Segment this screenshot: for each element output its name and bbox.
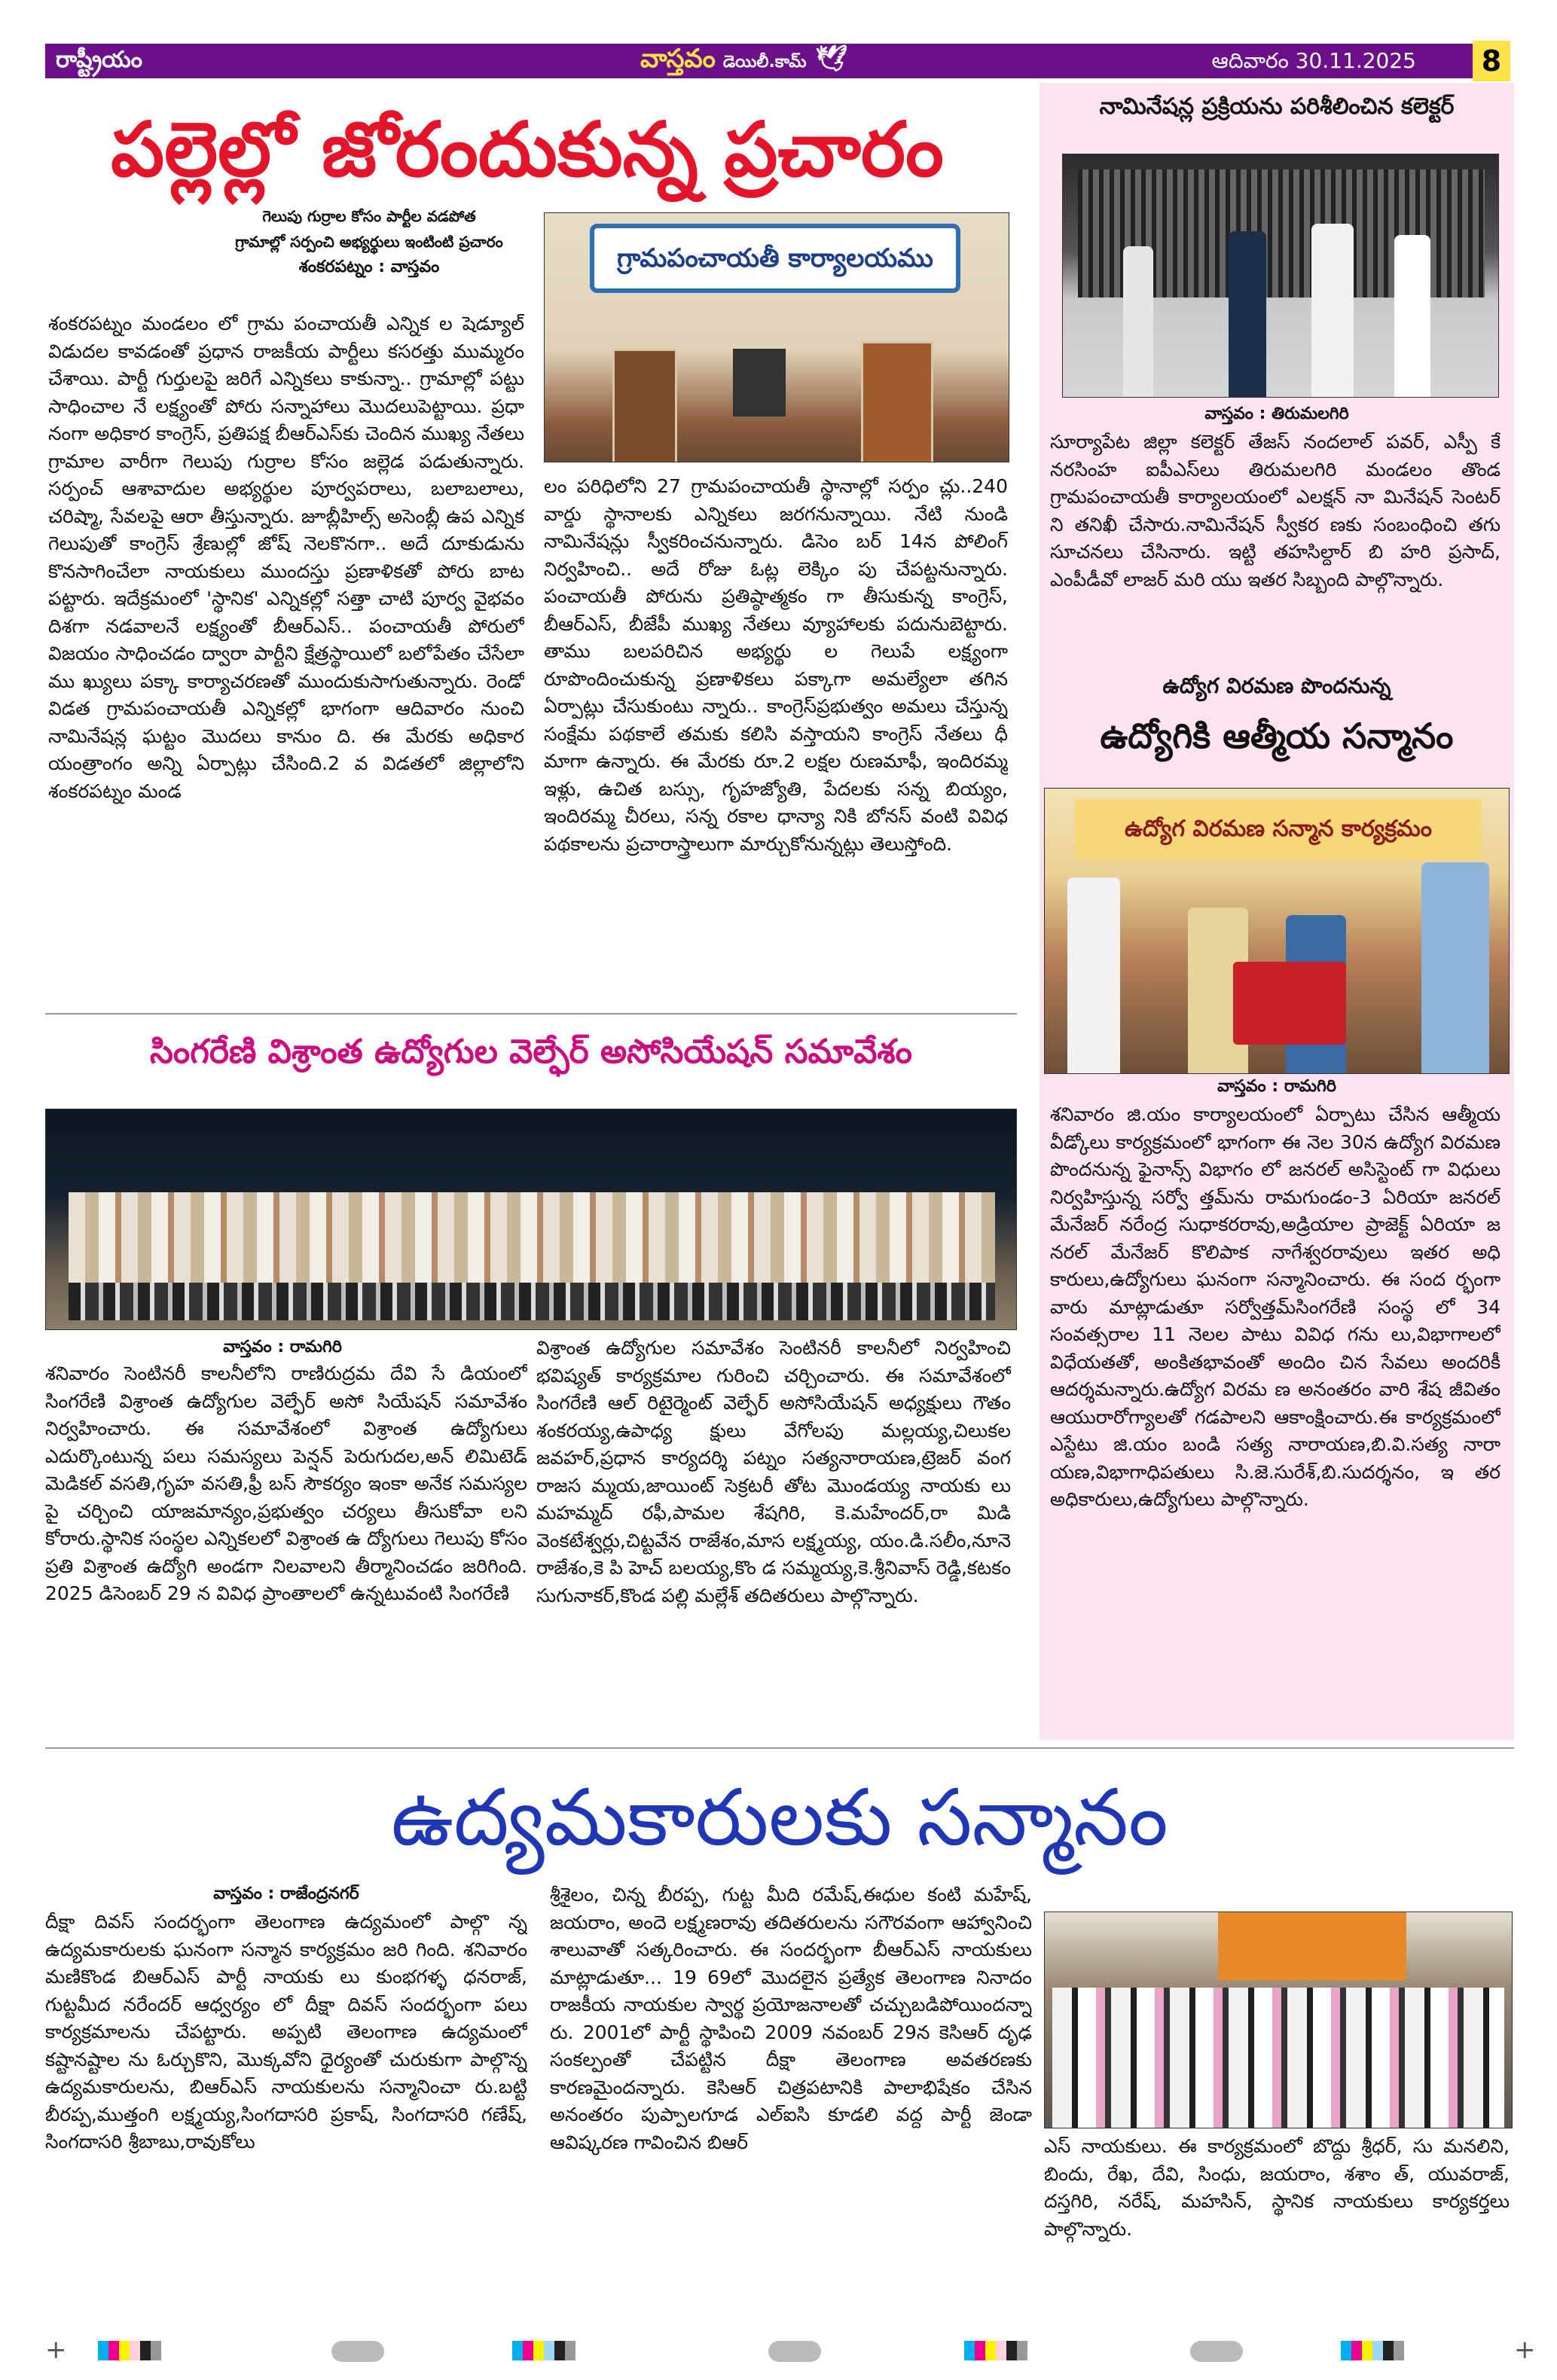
story2-column1: శనివారం సెంటినరీ కాలనీలోని రాణిరుద్రమ దేవి సే డియంలో సింగరేణి విశ్రాంత ఉద్యోగుల వెల్ఫేర్ అసో సియేషన్ సమావేశం నిర్వహించారు. ఈ సమావేశంలో విశ్రాంత ఉద్యోగులు ఎదుర్కొంటున్న పలు సమస్యలు పెన్షన్ పెరుగుదల,అన్ లిమిటెడ్ మెడికల్ వసతి,గృహ వసతి,ఫ్రీ బస్ సౌకర్యం ఇంకా అనేక సమస్యల పై చర్చించి యాజమాన్యం,ప్రభుత్వం చర్యలు తీసుకోవా లని కోరారు.స్థానిక సంస్థల ఎన్నికలలో విశ్రాంత ఉ ద్యోగులు గెలుపు కోసం ప్రతి విశ్రాంత ఉద్యోగి అండగా నిలవాలని తీర్మానించడం జరిగింది. 2025 డిసెంబర్ 29 న వివిధ ప్రాంతాలలో ఉన్నటువంటి సింగరేణి [45,1362,527,1604]
story4-kicker: ఉద్యోగ విరమణ పొందనున్న [1162,673,1391,698]
color-bar [964,2341,1027,2360]
story4-dateline: వాస్తవం : రామగిరి [1217,1077,1336,1096]
event-banner: ఉద్యోగ విరమణ సన్మాన కార్యక్రమం [1075,799,1482,859]
page-header [45,44,1499,78]
office-door2 [861,341,933,462]
story1-headline: పల్లెల్లో జోరందుకున్న ప్రచారం [111,105,944,194]
bird-icon: 🕊 [815,44,848,74]
office-door [612,349,677,462]
story1-dateline: శంకరపట్నం : వాస్తవం [298,258,440,276]
story3-headline: నామినేషన్ల ప్రక్రియను పరిశీలించిన కలెక్టర్ [1099,93,1455,120]
section-label: రాష్ట్రీయం [56,47,142,73]
gift-box [1233,962,1346,1045]
person [1229,231,1266,397]
crowd-silhouette [1052,1988,1504,2128]
person [1067,877,1120,1073]
story3-dateline: వాస్తవం : తిరుమలగిరి [1204,404,1349,423]
color-bar [512,2341,575,2360]
flex-banner [1218,1912,1406,1980]
office-signboard: గ్రామపంచాయతీ కార్యాలయము [590,224,960,293]
story5-column3: ఎస్ నాయకులు. ఈ కార్యక్రమంలో బొద్దు శ్రీధర్, సు మనలిని, బిందు, రేఖ, దేవి, సింధు, జయరాం, శశాం త్, యువరాజ్, దస్తగిరి, నరేష్, మహసిన్, స్థానిక నాయకులు కార్యకర్తలు పాల్గొన్నారు. [1044,2135,1510,2240]
crowd-trousers [69,1283,995,1320]
story1-deck [226,203,512,280]
story5-column2: శ్రీశైలం, చిన్న బీరప్ప, గుట్ట మీది రమేష్,ఈధుల కంటి మహేష్, జయరాం, అందె లక్ష్మణరావు తదితరులను సగౌరవంగా ఆహ్వానించి శాలువాతో సత్కరించారు. ఈ సందర్భంగా బీఆర్ఎస్ నాయకులు మాట్లాడుతూ... 19 69లో మొదలైన ప్రత్యేక తెలంగాణ నినాదం రాజకీయ నాయకుల స్వార్థ ప్రయోజనాలతో చచ్చుబడిపోయిందన్నా రు. 2001లో పార్టీ స్థాపించి 2009 నవంబర్ 29న కెసిఆర్ దృఢ సంకల్పంతో చేపట్టిన దీక్షా తెలంగాణ అవతరణకు కారణమైందన్నారు. కెసిఆర్ చిత్రపటానికి పాలాభిషేకం చేసిన అనంతరం పుప్పాలగూడ ఎల్ఐసి కూడలి వద్ద పార్టీ జెండా ఆవిష్కరణ గావించిన బిఆర్ [550,1884,1032,2153]
story1-photo [544,212,1009,462]
story1-deck-line2: గ్రామాల్లో సర్పంచి అభ్యర్థులు ఇంటింటి ప్రచారం [235,233,503,251]
story3-body: సూర్యాపేట జిల్లా కలెక్టర్ తేజస్ నందలాల్ పవర్, ఎస్పీ కే నరసింహ ఐపీఎస్‌లు తిరుమలగిరి మండలం తొండ గ్రామపంచాయతీ కార్యాలయంలో ఎలక్షన్ నా మినేషన్ సెంటర్ ని తనిఖీ చేసారు.నామినేషన్ స్వీకర ణకు సంబంధించి తగు సూచనలు చేసినారు. ఇట్టి తహసిల్దార్ బి హరి ప్రసాద్, ఎంపీడీవో లాజర్ మరి యు ఇతర సిబ్బంది పాల్గొన్నారు. [1050,431,1501,590]
story4-photo [1044,788,1510,1074]
story1-column1: శంకరపట్నం మండలం లో గ్రామ పంచాయతీ ఎన్నిక ల షెడ్యూల్ విడుదల కావడంతో ప్రధాన రాజకీయ పార్టీలు కసరత్తు ముమ్మరం చేశాయి. పార్టీ గుర్తులపై జరిగే ఎన్నికలు కాకున్నా.. గ్రామాల్లో పట్టు సాధించాల నే లక్ష్యంతో పోరు సన్నాహాలు మొదలుపెట్టాయి. ప్రధా నంగా అధికార కాంగ్రెస్, ప్రతిపక్ష బీఆర్ఎస్‌కు చెందిన ముఖ్య నేతలు గ్రామాల వారీగా గెలుపు గుర్రాల కోసం జల్లెడ పడుతున్నారు. సర్పంచ్ ఆశావాదుల అభ్యర్థుల పూర్వపరాలు, బలాబలాలు, చరిష్మా, సేవలపై ఆరా తీస్తున్నారు. జూబ్లీహిల్స్ అసెంబ్లీ ఉప ఎన్నిక గెలుపుతో కాంగ్రెస్ శ్రేణుల్లో జోష్ నెలకొనగా.. అదే దూకుడును కొనసాగించేలా నాయకులు ముందస్తు ప్రణాళికతో పోరు బాట పట్టారు. ఇదేక్రమంలో 'స్థానిక' ఎన్నికల్లో సత్తా చాటి పూర్వ వైభవం దిశగా నడవాలనే లక్ష్యంతో బీఆర్ఎస్.. పంచాయతీ పోరులో విజయం సాధించడం ద్వారా పార్టీని క్షేత్రస్థాయిలో బలోపేతం చేసేలా ము ఖ్యులు పక్కా కార్యాచరణతో ముందుకుసాగుతున్నారు. రెండో విడత గ్రామపంచాయతీ ఎన్నికల్లో భాగంగా ఆదివారం నుంచి నామినేషన్ల ఘట్టం మొదలు కానుం ది. ఈ మేరకు అధికార యంత్రాంగం అన్ని ఏర్పాట్లు చేసింది.2 వ విడతలో జిల్లాలోని శంకరపట్నం మండ [48,313,524,802]
office-window [733,349,786,416]
person [1394,235,1430,397]
story4-headline: ఉద్యోగికి ఆత్మీయ సన్మానం [1100,716,1454,756]
registration-pill [1190,2341,1243,2362]
issue-date: ఆదివారం 30.11.2025 [1211,48,1416,73]
divider [45,1747,1514,1749]
story2-headline: సింగరేణి విశ్రాంత ఉద్యోగుల వెల్ఫేర్ అసోసియేషన్ సమావేశం [150,1033,912,1071]
color-bar [1341,2341,1404,2360]
person [1123,246,1153,397]
registration-mark-icon: + [45,2335,67,2365]
story4-body: శనివారం జి.యం కార్యాలయంలో ఏర్పాటు చేసిన ఆత్మీయ వీడ్కోలు కార్యక్రమంలో భాగంగా ఈ నెల 30న ఉద్యోగ విరమణ పొందనున్న ఫైనాన్స్ విభాగం లో జనరల్ అసిస్టెంట్ గా విధులు నిర్వహిస్తున్న సర్వో త్తమ్‌ను రామగుండం-3 ఏరియా జనరల్ మేనేజర్ నరేంద్ర సుధాకరరావు,అడ్రియాల ప్రాజెక్ట్ ఏరియా జ నరల్ మేనేజర్ కొలిపాక నాగేశ్వరరావులు ఇతర అధి కారులు,ఉద్యోగులు ఘనంగా సన్మానించారు. ఈ సంద ర్భంగా వారు మాట్లాడుతూ సర్వోత్తమ్‌సింగరేణి సంస్థ లో 34 సంవత్సరాల 11 నెలల పాటు వివిధ గను లు,విభాగాలలో విధేయతతో, అంకితభావంతో అందిం చిన సేవలు అందరికీ ఆదర్శమన్నారు.ఉద్యోగ విరమ ణ అనంతరం వారి శేష జీవితం ఆయురారోగ్యాలతో గడపాలని ఆకాంక్షించారు.ఈ కార్యక్రమంలో ఎస్టేటు జి.యం బండి సత్య నారాయణ,బి.వి.సత్య నారా యణ,విభాగాధిపతులు సి.జె.సురేశ్,బి.సుదర్శనం, ఇ తర అధికారులు,ఉద్యోగులు పాల్గొన్నారు. [1050,1103,1501,1510]
color-bar [98,2341,161,2360]
person [1421,862,1489,1073]
masthead-sub: డెయిలీ.కామ్ [722,53,807,72]
story5-photo [1044,1912,1513,2128]
story3-photo [1062,154,1499,398]
story2-dateline: వాస్తవం : రామగిరి [223,1338,342,1356]
story5-dateline: వాస్తవం : రాజేంద్రనగర్ [213,1884,359,1903]
story5-column1: దీక్షా దివస్ సందర్భంగా తెలంగాణ ఉద్యమంలో పాల్గొ న్న ఉద్యమకారులకు ఘనంగా సన్మాన కార్యక్రమం జరి గింది. శనివారం మణికొండ బిఆర్ఎస్ పార్టీ నాయకు లు కుంభగళ్ళ ధనరాజ్, గుట్టమీద నరేందర్ ఆధ్వర్యం లో దీక్షా దివస్ సందర్భంగా పలు కార్యక్రమాలను చేపట్టారు. అప్పటి తెలంగాణ ఉద్యమంలో కష్టానష్టాల ను ఓర్చుకొని, మొక్కవోని ధైర్యంతో చురుకుగా పాల్గొన్న ఉద్యమకారులను, బిఆర్ఎస్ నాయకులను సన్మానించా రు.బట్టి బీరప్ప,ముత్తంగి లక్ష్మయ్య,సింగదాసరి ప్రకాష్, సింగదాసరి గణేష్, సింగదాసరి శ్రీబాబు,రావుకోలు [45,1911,527,2153]
registration-pill [331,2341,384,2362]
masthead-title: వాస్తవం [640,44,716,74]
person [1311,224,1354,397]
page-number: 8 [1473,41,1510,81]
divider [45,1013,1017,1015]
story5-headline: ఉద్యమకారులకు సన్మానం [391,1771,1168,1863]
story1-deck-line1: గెలుపు గుర్రాల కోసం పార్టీల వడపోత [262,207,476,225]
story1-column2: లం పరిధిలోని 27 గ్రామపంచాయతీ స్థానాల్లో సర్పం చ్లు..240 వార్డు స్థానాలకు ఎన్నికలు జరగనున్నాయి. నేటి నుండి నామినేషన్లు స్వీకరించనున్నారు. డిసెం బర్ 14న పోలింగ్ నిర్వహించి.. అదే రోజు ఓట్ల లెక్కిం పు చేపట్టనున్నారు. పంచాయతీ పోరును ప్రతిష్ఠాత్మకం గా తీసుకున్న కాంగ్రెస్, బీఆర్ఎస్, బీజేపీ ముఖ్య నేతలు వ్యూహాలకు పదునుబెట్టారు. తాము బలపరిచిన అభ్యర్థు ల గెలుపే లక్ష్యంగా రూపొందించుకున్న ప్రణాళికలు పక్కాగా అమల్యేలా తగిన ఏర్పాట్లు చేసుకుంటు న్నారు.. కాంగ్రెస్‌ప్రభుత్వం అమలు చేస్తున్న సంక్షేమ పథకాలే తమకు కలిసి వస్తాయని కాంగ్రెస్ నేతలు ధీ మాగా ఉన్నారు. ఈ మేరకు రూ.2 లక్షల రుణమాఫీ, ఇందిరమ్మ ఇళ్లు, ఉచిత బస్సు, గృహజ్యోతి, పేదలకు సన్న బియ్యం, ఇందిరమ్మ చీరలు, సన్న రకాల ధాన్యా నికి బోనస్ వంటి వివిధ పథకాలను ప్రచారాస్త్రాలుగా మార్చుకోనున్నట్లు తెలుస్తోంది. [544,475,1008,855]
story2-column2: విశ్రాంత ఉద్యోగుల సమావేశం సెంటినరీ కాలనీలో నిర్వహించి భవిష్యత్ కార్యక్రమాల గురించి చర్చించారు. ఈ సమావేశంలో సింగరేణి ఆల్ రిటైర్మెంట్ వెల్ఫేర్ అసోసియేషన్ అధ్యక్షులు గౌతం శంకరయ్య,ఉపాధ్య క్షులు వేగోలపు మల్లయ్య,చిలుకల జవహర్,ప్రధాన కార్యదర్శి పట్నం సత్యనారాయణ,ట్రెజర్ వంగ రాజస మ్మయ,జాయింట్ సెక్రటరీ తోట మొండయ్య నాయకు లు మహమ్మద్ రఫీ,పామల శేషగిరి, కె.మహేందర్,రా మిడి వెంకటేశ్వర్లు,చిట్టవేన రాజేశం,మాస లక్ష్మయ్య, యం.డి.సలీం,నూనె రాజేశం,కె పి హెచ్ బలయ్య,కొం డ సమ్మయ్య,కె.శ్రీనివాస్ రెడ్డి,కటకం సుగునాకర్,కొండ పల్లి మల్లేశ్ తదితరులు పాల్గొన్నారు. [536,1337,1011,1606]
story2-group-photo [45,1109,1017,1330]
registration-mark-icon: + [1514,2335,1536,2365]
registration-pill [768,2341,821,2362]
masthead [640,44,848,80]
